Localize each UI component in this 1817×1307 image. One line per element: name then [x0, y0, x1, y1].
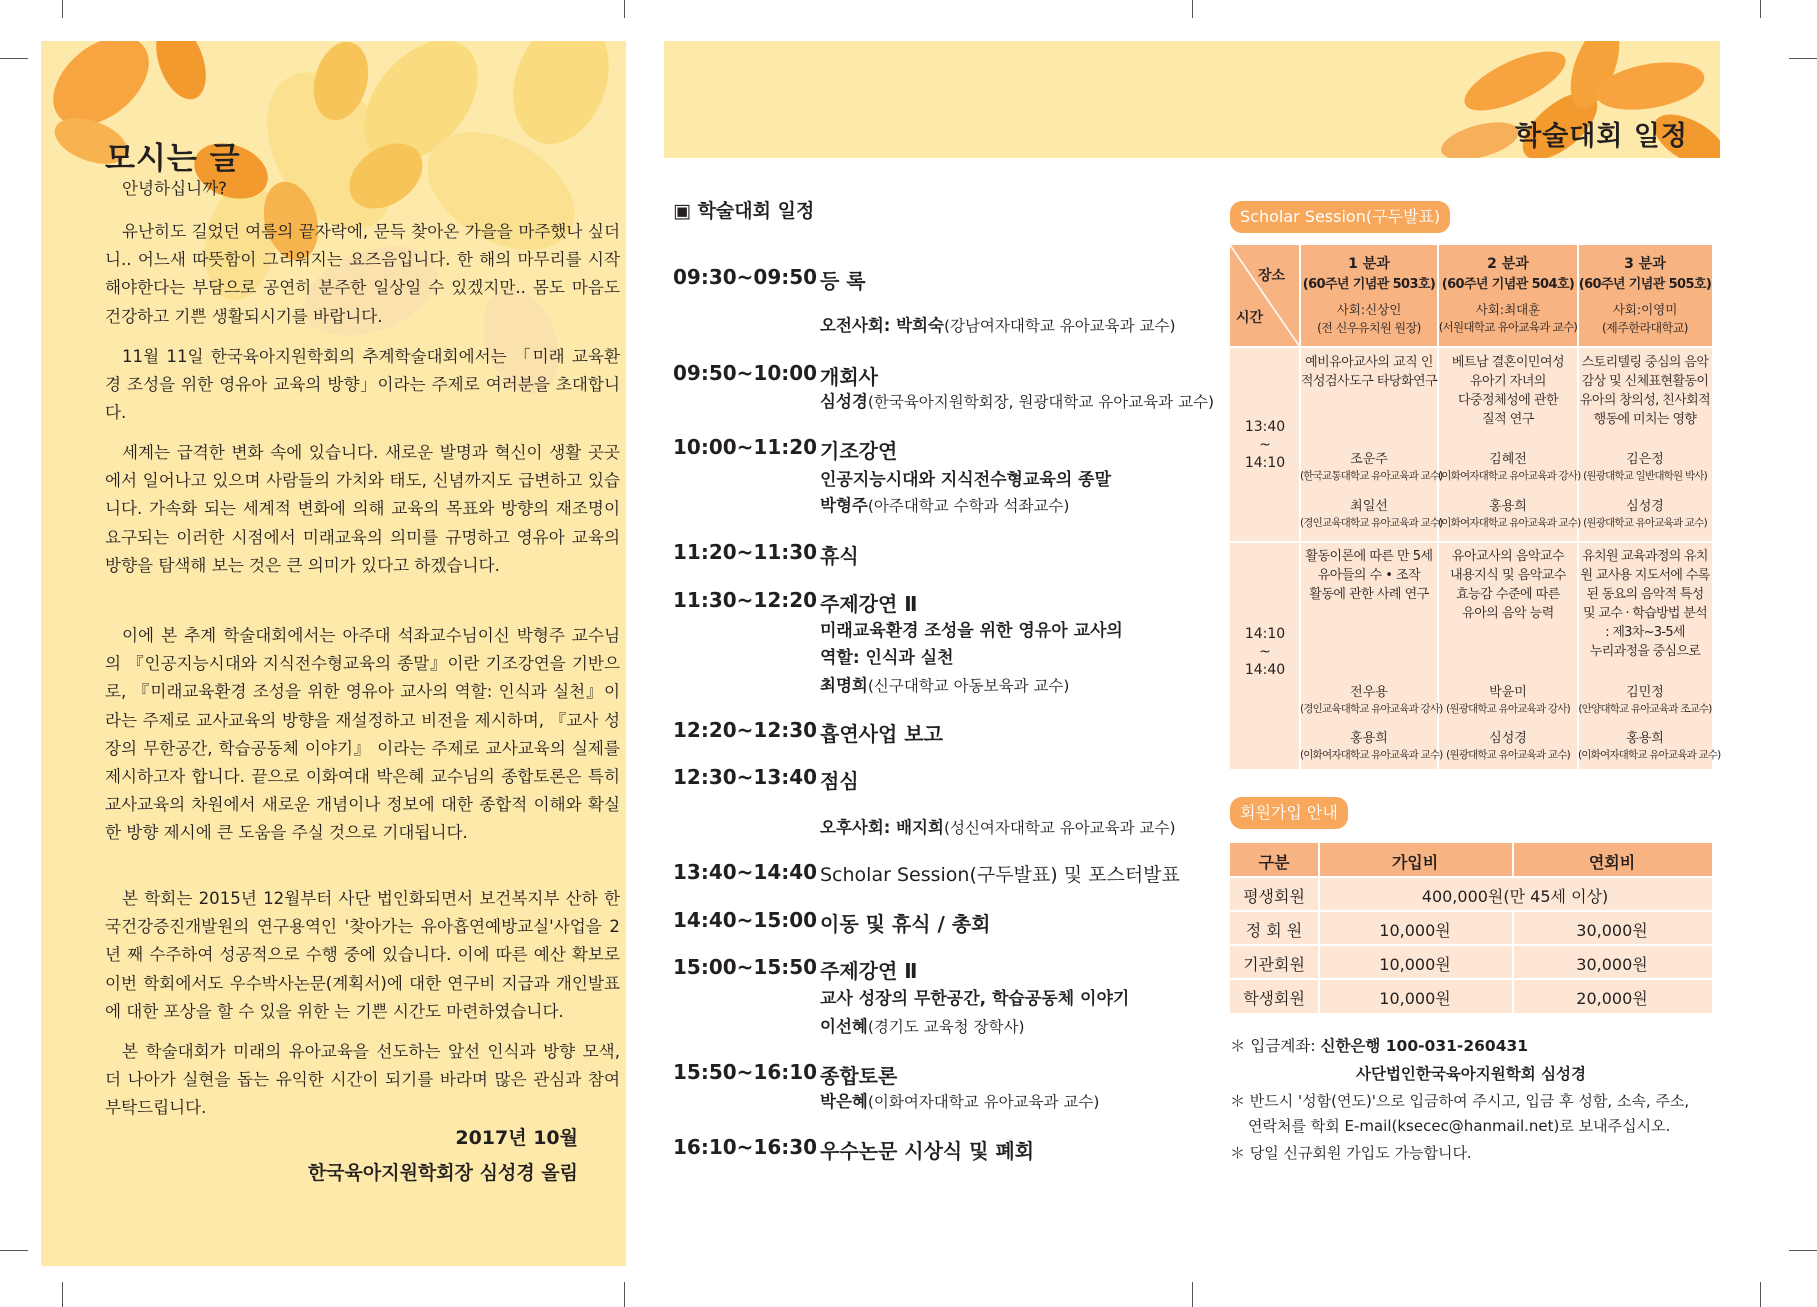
schedule-event: Scholar Session(구두발표) 및 포스터발표: [820, 864, 1180, 886]
crop-mark: [0, 58, 28, 59]
row-divider: [1230, 876, 1712, 878]
slot-time: 14:10 ~ 14:40: [1244, 626, 1286, 678]
schedule-event: 휴식: [820, 544, 859, 568]
schedule-time: 14:40~15:00: [673, 908, 818, 932]
discussant-affiliation: (이화여자대학교 유아교육과 교수): [1300, 749, 1443, 761]
discussant-name: 심성경: [1626, 499, 1664, 514]
member-type: 학생회원: [1243, 989, 1305, 1008]
schedule-moderator: 오후사회: 배지희(성신여자대학교 유아교육과 교수): [820, 818, 1176, 837]
invitation-paragraph: 본 학술대회가 미래의 유아교육을 선도하는 앞선 인식과 방향 모색, 더 나아가 실현을 돕는 유익한 시간이 되기를 바라며 많은 관심과 참여 부탁드립니다.: [105, 1042, 620, 1118]
session-chair-affiliation: (제주한라대학교): [1601, 321, 1688, 335]
schedule-time: 10:00~11:20: [673, 435, 818, 459]
invitation-paragraph: 유난히도 길었던 여름의 끝자락에, 문득 찾아온 가을을 마주했나 싶더니.. 어느새 따뜻함이 그리워지는 요즈음입니다. 한 해의 마무리를 시작해야한다는 부담으로 공연히 분주한 일상일 수 있겠지만.. 몸도 마음도 건강하고 기쁜 생활되시기를 바랍니다.: [105, 222, 620, 326]
banner-title: 학술대회 일정: [1515, 121, 1688, 152]
row-divider: [1230, 541, 1712, 543]
account-holder: 사단법인한국육아지원학회 심성경: [1356, 1065, 1586, 1083]
crop-mark: [62, 0, 63, 18]
invitation-paragraph: 본 학회는 2015년 12월부터 사단 법인화되면서 보건복지부 산하 한국건강증진개발원의 연구용역인 '찾아가는 유아흡연예방교실'사업을 2년 째 수주하여 성공적으로 수행 중에 있습니다. 이에 따른 예산 확보로 이번 학회에서도 우수박사논문(계획서)에 대한 연구비 지급과 개인발표에 대한 포상을 할 수 있을 위한 는 기쁜 시간도 마련하였습니다.: [105, 889, 620, 1021]
crop-mark: [1192, 0, 1193, 18]
presenter-affiliation: (안양대학교 유아교육과 조교수): [1578, 703, 1712, 715]
schedule-time: 15:50~16:10: [673, 1060, 818, 1084]
discussant-affiliation: (원광대학교 유아교육과 교수): [1583, 517, 1707, 529]
session-room: (60주년 기념관 505호): [1578, 277, 1712, 292]
invitation-paragraph: 세계는 급격한 변화 속에 있습니다. 새로운 발명과 혁신이 생활 곳곳에서 일어나고 있으며 사람들의 가치와 태도, 신념까지도 급변하고 있습니다. 가속화 되는 세계적 변화에 의해 교육의 목표와 방향의 재조명이 요구되는 이러한 시점에서 미래교육의 의미를 규명하고 영유아 교육의 방향을 탐색해 보는 것은 큰 의미가 있다고 하겠습니다.: [105, 443, 620, 575]
join-fee: 10,000원: [1379, 989, 1451, 1008]
invitation-title: 모시는 글: [105, 141, 241, 177]
presenter-name: 박윤미: [1489, 685, 1527, 700]
crop-mark: [62, 1282, 63, 1307]
schedule-event: 주제강연 Ⅱ: [820, 959, 918, 983]
presentation-title: 예비유아교사의 교직 인 적성검사도구 타당화연구: [1300, 355, 1438, 389]
schedule-heading: ▣ 학술대회 일정: [673, 200, 815, 222]
diagonal-divider: [1230, 245, 1300, 347]
discussant-name: 홍용희: [1489, 499, 1527, 514]
discussant-affiliation: (이화여자대학교 유아교육과 교수): [1578, 749, 1721, 761]
column-header: 가입비: [1391, 853, 1439, 872]
schedule-time: 11:30~12:20: [673, 588, 818, 612]
presentation-title: 유아교사의 음악교수 내용지식 및 음악교수 효능감 수준에 따른 유아의 음악 능력: [1450, 549, 1566, 621]
schedule-time: 09:50~10:00: [673, 361, 818, 385]
annual-fee: 30,000원: [1576, 921, 1648, 940]
schedule-event: 주제강연 Ⅱ: [820, 592, 918, 616]
row-divider: [1230, 910, 1712, 912]
join-fee: 10,000원: [1379, 921, 1451, 940]
crop-mark: [624, 0, 625, 18]
schedule-event: 종합토론: [820, 1064, 898, 1088]
schedule-event: 기조강연: [820, 439, 898, 463]
crop-mark: [1192, 1282, 1193, 1307]
schedule-time: 11:20~11:30: [673, 540, 818, 564]
membership-table: [1230, 843, 1712, 1013]
presenter-affiliation: (원광대학교 유아교육과 강사): [1446, 703, 1570, 715]
discussant-affiliation: (이화여자대학교 유아교육과 교수): [1438, 517, 1581, 529]
crop-mark: [1760, 1282, 1761, 1307]
presenter-affiliation: (경인교육대학교 유아교육과 강사): [1300, 703, 1443, 715]
presenter-name: 김혜전: [1489, 452, 1527, 467]
join-fee: 10,000원: [1379, 955, 1451, 974]
schedule-speaker: 최명희(신구대학교 아동보육과 교수): [820, 676, 1070, 695]
invitation-paragraph: 11월 11일 한국육아지원학회의 추계학술대회에서는 「미래 교육환경 조성을 위한 영유아 교육의 방향」이라는 주제로 여러분을 초대합니다.: [105, 347, 620, 423]
discussant-name: 최일선: [1350, 499, 1388, 514]
schedule-time: 12:20~12:30: [673, 718, 818, 742]
schedule-event: 등 록: [820, 269, 866, 293]
schedule-event: 우수논문 시상식 및 폐회: [820, 1139, 1035, 1163]
invitation-paragraph: 이에 본 추계 학술대회에서는 아주대 석좌교수님이신 박형주 교수님의 『인공지능시대와 지식전수형교육의 종말』이란 기조강연을 기반으로, 『미래교육환경 조성을 위한 영유아 교사의 역할: 인식과 실천』이라는 주제로 교사교육의 방향을 재설정하고 비전을 제시하며, 『교사 성장의 무한공간, 학습공동체 이야기』 이라는 주제로 교사교육의 실제를 제시하고자 합니다. 끝으로 이화여대 박은혜 교수님의 종합토론은 특히 교사교육의 차원에서 새로운 개념이나 정보에 대한 종합적 이해와 확실한 방향 제시에 큰 도움을 주실 것으로 기대됩니다.: [105, 626, 620, 843]
invitation-greeting: 안녕하십니까?: [122, 179, 227, 198]
presenter-name: 김은정: [1626, 452, 1664, 467]
session-chair: 사회:신상인: [1336, 302, 1402, 317]
schedule-event: 이동 및 휴식 / 총회: [820, 912, 991, 936]
column-header: 구분: [1258, 853, 1290, 872]
schedule-time: 09:30~09:50: [673, 265, 818, 289]
crop-mark: [624, 1282, 625, 1307]
session-chair: 사회:최대훈: [1475, 302, 1541, 317]
discussant-name: 홍용희: [1626, 731, 1664, 746]
row-divider: [1230, 978, 1712, 980]
scholar-session-label: Scholar Session(구두발표): [1230, 201, 1450, 233]
presenter-affiliation: (한국교통대학교 유아교육과 교수): [1300, 470, 1443, 482]
header-banner: [664, 41, 1720, 158]
annual-fee: 30,000원: [1576, 955, 1648, 974]
presentation-title: 베트남 결혼이민여성 유아기 자녀의 다중정체성에 관한 질적 연구: [1451, 355, 1565, 427]
session-chair: 사회:이영미: [1612, 302, 1678, 317]
session-name: 2 분과: [1487, 256, 1529, 272]
schedule-time: 13:40~14:40: [673, 860, 818, 884]
schedule-time: 16:10~16:30: [673, 1135, 818, 1159]
schedule-speaker: 박형주(아주대학교 수학과 석좌교수): [820, 496, 1070, 515]
session-room: (60주년 기념관 503호): [1302, 277, 1436, 292]
schedule-topic: 인공지능시대와 지식전수형교육의 종말: [820, 470, 1112, 490]
member-type: 평생회원: [1243, 887, 1305, 906]
annual-fee: 20,000원: [1576, 989, 1648, 1008]
membership-label: 회원가입 안내: [1230, 797, 1348, 829]
schedule-speaker: 박은혜(이화여자대학교 유아교육과 교수): [820, 1092, 1100, 1111]
schedule-topic: 미래교육환경 조성을 위한 영유아 교사의: [820, 621, 1123, 641]
presenter-name: 조운주: [1350, 452, 1388, 467]
presenter-affiliation: (원광대학교 일반대학원 박사): [1583, 470, 1707, 482]
onsite-registration-note: ＊ 당일 신규회원 가입도 가능합니다.: [1230, 1144, 1472, 1162]
account-note: ＊ 입금계좌: 신한은행 100-031-260431: [1230, 1037, 1529, 1055]
discussant-affiliation: (원광대학교 유아교육과 교수): [1446, 749, 1570, 761]
deposit-note: ＊ 반드시 '성함(연도)'으로 입금하여 주시고, 입금 후 성함, 소속, 주소,: [1230, 1092, 1690, 1110]
discussant-name: 심성경: [1489, 731, 1527, 746]
session-chair-affiliation: (서원대학교 유아교육과 교수): [1438, 320, 1578, 334]
invitation-signature: 한국육아지원학회장 심성경 올림: [307, 1162, 578, 1184]
member-type: 기관회원: [1243, 955, 1305, 974]
column-header: 연회비: [1588, 853, 1636, 872]
deposit-note-line2: 연락처를 학회 E-mail(ksecec@hanmail.net)로 보내주십시오.: [1248, 1117, 1671, 1135]
discussant-name: 홍용희: [1350, 731, 1388, 746]
schedule-moderator: 오전사회: 박희숙(강남여자대학교 유아교육과 교수): [820, 316, 1176, 335]
invitation-panel: [41, 41, 626, 1266]
crop-mark: [1789, 1250, 1817, 1251]
schedule-speaker: 심성경(한국육아지원학회장, 원광대학교 유아교육과 교수): [820, 392, 1215, 411]
schedule-event: 흡연사업 보고: [820, 722, 943, 746]
invitation-date: 2017년 10월: [455, 1127, 578, 1149]
presentation-title: 스토리텔링 중심의 음악 감상 및 신체표현활동이 유아의 창의성, 친사회적 행동에 미치는 영향: [1579, 355, 1711, 427]
crop-mark: [1789, 58, 1817, 59]
corner-time-label: 시간: [1236, 310, 1264, 326]
presenter-name: 김민정: [1626, 685, 1664, 700]
session-name: 3 분과: [1624, 256, 1666, 272]
slot-time: 13:40 ~ 14:10: [1244, 419, 1286, 471]
schedule-speaker: 이선혜(경기도 교육청 장학사): [820, 1017, 1025, 1036]
scholar-session-table: [1230, 245, 1721, 769]
session-chair-affiliation: (전 신우유치원 원장): [1317, 321, 1421, 335]
crop-mark: [0, 1250, 28, 1251]
schedule-time: 15:00~15:50: [673, 955, 818, 979]
presenter-affiliation: (이화여자대학교 유아교육과 강사): [1438, 470, 1581, 482]
session-room: (60주년 기념관 504호): [1441, 277, 1575, 292]
session-name: 1 분과: [1348, 256, 1390, 272]
presentation-title: 활동이론에 따른 만 5세 유아들의 수 • 조작 활동에 관한 사례 연구: [1305, 549, 1433, 602]
row-divider: [1230, 346, 1712, 348]
schedule-event: 점심: [820, 769, 859, 793]
schedule-topic: 교사 성장의 무한공간, 학습공동체 이야기: [820, 989, 1130, 1009]
crop-mark: [1760, 0, 1761, 18]
schedule-time: 12:30~13:40: [673, 765, 818, 789]
presenter-name: 전우용: [1350, 685, 1388, 700]
corner-place-label: 장소: [1258, 268, 1286, 284]
presentation-title: 유치원 교육과정의 유치 원 교사용 지도서에 수록 된 동요의 음악적 특성 및 교수 · 학습방법 분석 : 제3차~3-5세 누리과정을 중심으로: [1580, 549, 1710, 659]
lifetime-fee: 400,000원(만 45세 이상): [1421, 887, 1609, 906]
discussant-affiliation: (경인교육대학교 유아교육과 교수): [1300, 517, 1443, 529]
member-type: 정 회 원: [1245, 921, 1303, 940]
row-divider: [1230, 944, 1712, 946]
schedule-event: 개회사: [820, 365, 878, 389]
schedule-topic: 역할: 인식과 실천: [820, 648, 954, 668]
